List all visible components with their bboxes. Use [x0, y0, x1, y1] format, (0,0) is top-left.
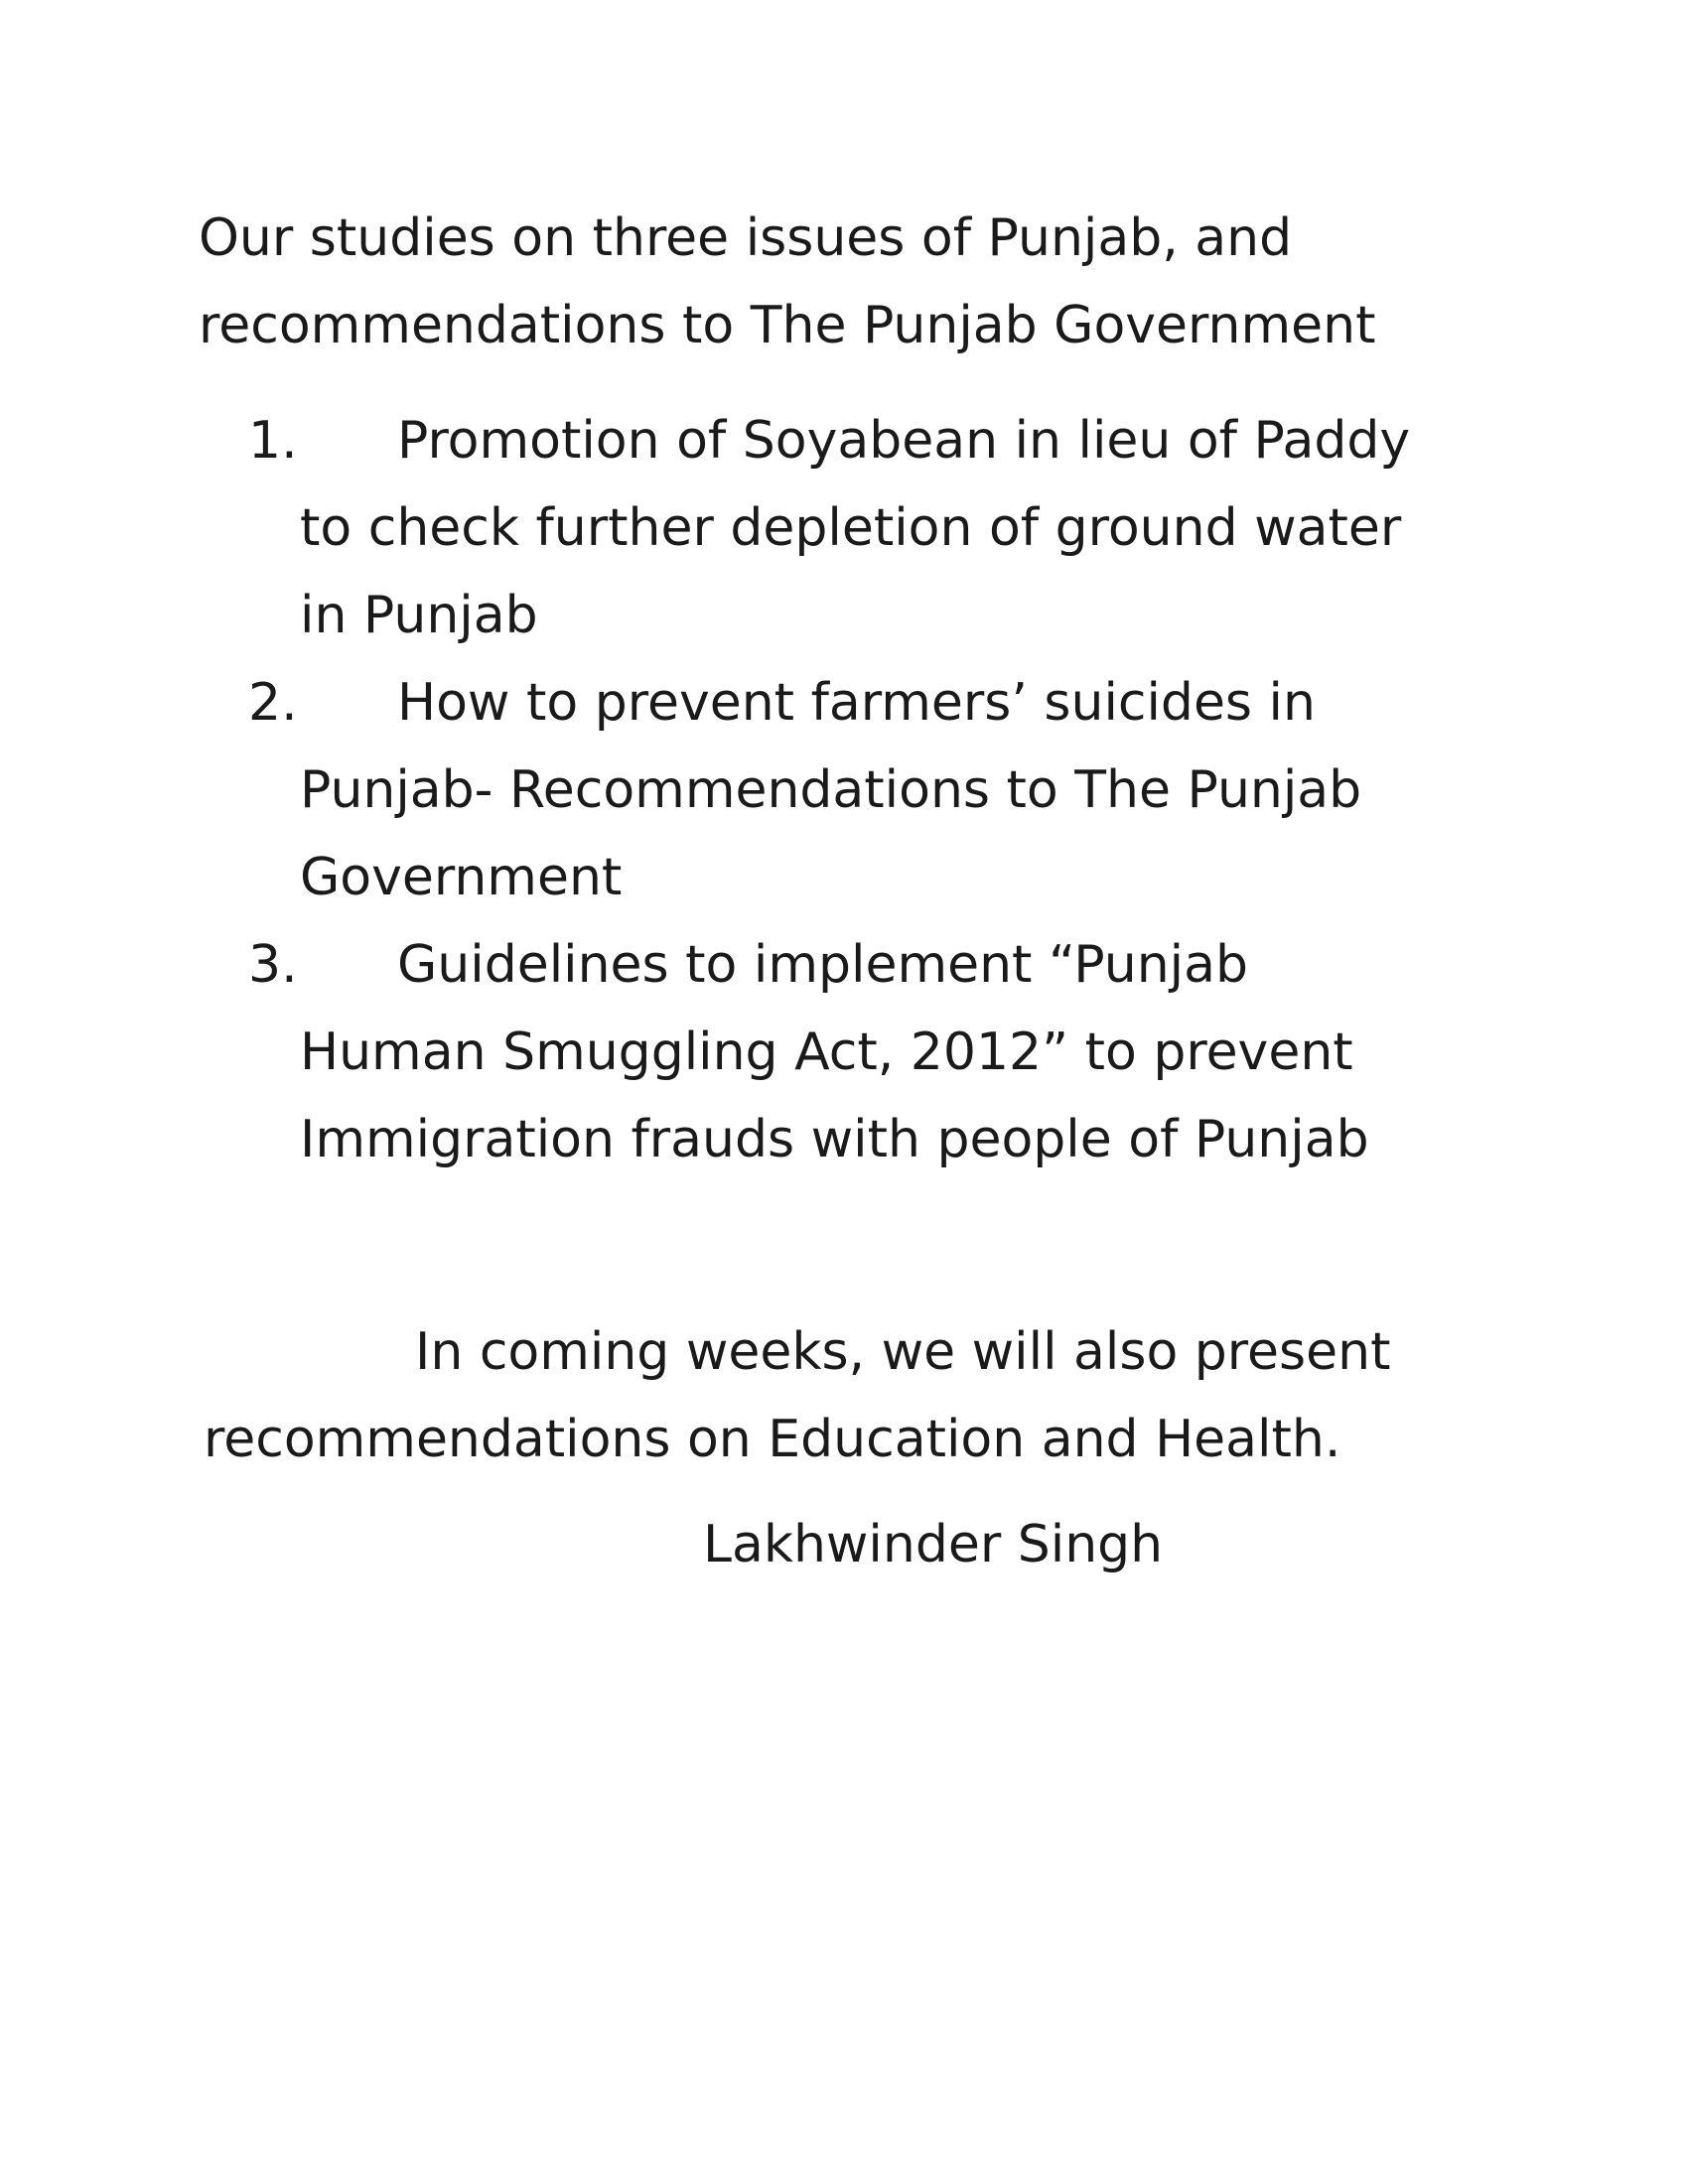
list-item-number: 2. — [248, 673, 298, 733]
intro-line-1: Our studies on three issues of Punjab, and — [199, 208, 1293, 268]
list-item-number: 3. — [248, 935, 298, 995]
list-item-line: Guidelines to implement “Punjab — [397, 935, 1248, 995]
list-item-number: 1. — [248, 411, 298, 471]
closing-line-2: recommendations on Education and Health. — [204, 1410, 1341, 1469]
intro-paragraph — [199, 195, 1489, 369]
list-item-line: Immigration frauds with people of Punjab — [300, 1110, 1369, 1169]
signature: Lakhwinder Singh — [703, 1515, 1164, 1574]
list-item-line: to check further depletion of ground water — [300, 498, 1402, 558]
intro-line-2: recommendations to The Punjab Government — [199, 296, 1376, 355]
closing-paragraph — [204, 1308, 1494, 1483]
list-item — [248, 921, 1499, 1183]
list-item-line: How to prevent farmers’ suicides in — [397, 673, 1316, 733]
closing-line-1: In coming weeks, we will also present — [415, 1322, 1391, 1382]
issues-list — [248, 397, 1499, 1183]
list-item-line: Government — [300, 848, 623, 907]
list-item-line: Promotion of Soyabean in lieu of Paddy — [397, 411, 1411, 471]
list-item-line: Human Smuggling Act, 2012” to prevent — [300, 1023, 1353, 1082]
list-item — [248, 659, 1499, 921]
list-item-line: in Punjab — [300, 586, 538, 645]
list-item — [248, 397, 1499, 659]
list-item-line: Punjab- Recommendations to The Punjab — [300, 760, 1362, 820]
